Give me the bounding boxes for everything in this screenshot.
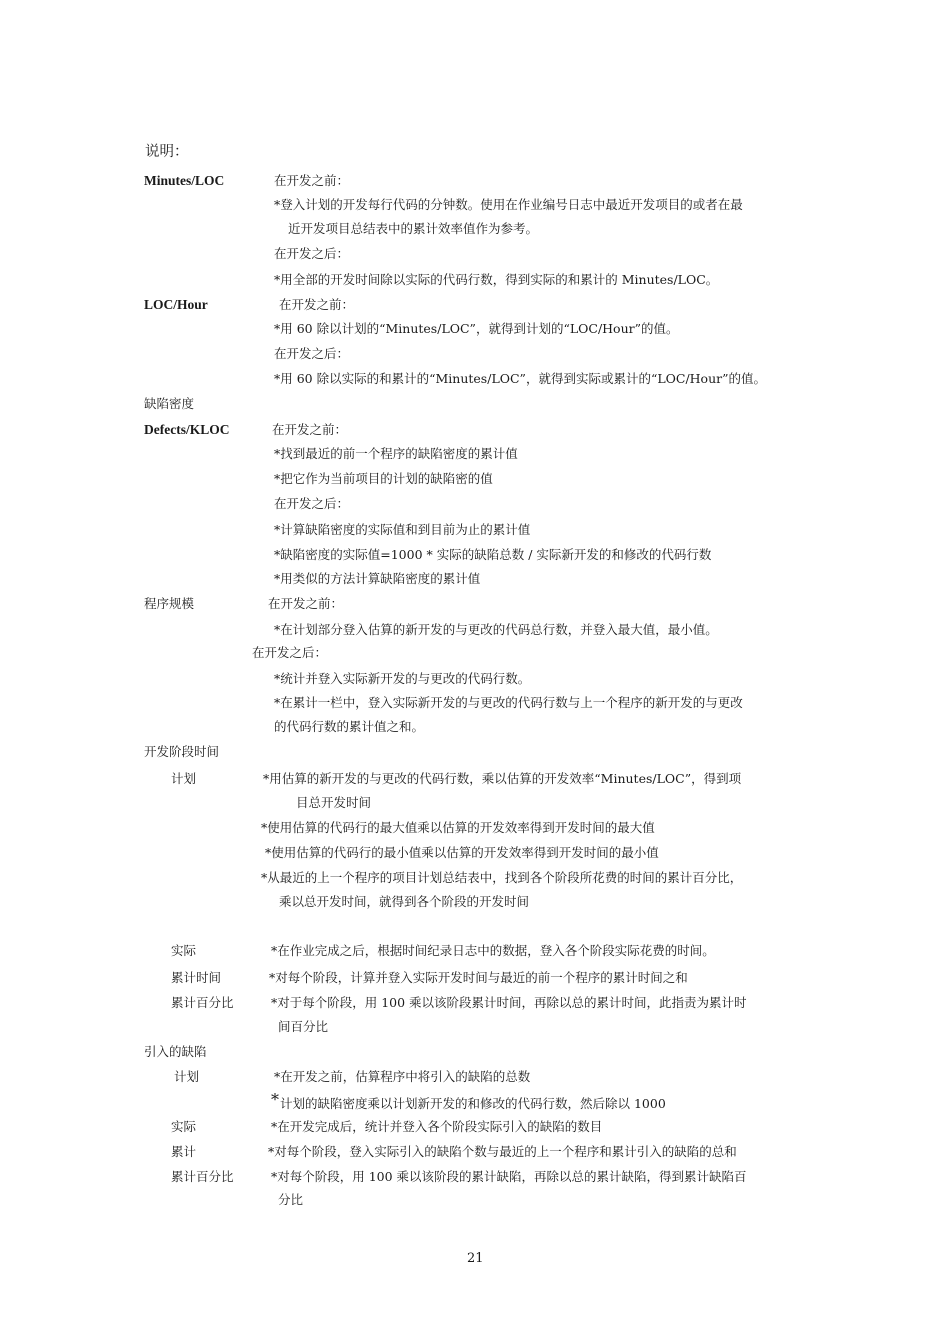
defect-density-line2: *把它作为当前项目的计划的缺陷密的值 [274,471,493,486]
dev-time-plan-line5: *从最近的上一个程序的项目计划总结表中，找到各个阶段所花费的时间的累计百分比， [261,870,743,885]
dev-time-plan-line1: *用估算的新开发的与更改的代码行数，乘以估算的开发效率“Minutes/LOC”，得到项 [263,771,742,786]
defect-density-line1: *找到最近的前一个程序的缺陷密度的累计值 [274,446,518,461]
dev-time-percent-line1: *对于每个阶段，用 100 乘以该阶段累计时间，再除以总的累计时间，此指责为累计时 [271,995,747,1010]
defect-density-after: 在开发之后： [274,496,350,511]
injected-cumulative-label: 累计 [171,1144,197,1159]
dev-time-percent-line2: 间百分比 [278,1019,329,1034]
section-heading-minutes-loc: Minutes/LOC [144,173,225,188]
program-size-line1: *在计划部分登入估算的新开发的与更改的代码总行数，并登入最大值，最小值。 [274,622,718,637]
injected-plan-line2-star: * [271,1090,279,1109]
section-heading-injected-defects: 引入的缺陷 [144,1044,207,1059]
defect-density-line3: *计算缺陷密度的实际值和到目前为止的累计值 [274,522,531,537]
defect-density-line5: *用类似的方法计算缺陷密度的累计值 [274,571,481,586]
minutes-loc-line2: 近开发项目总结表中的累计效率值作为参考。 [288,221,539,236]
injected-plan-line2: 计划的缺陷密度乘以计划新开发的和修改的代码行数，然后除以 1000 [280,1096,666,1111]
dev-time-plan-line2: 目总开发时间 [296,795,372,810]
program-size-line2: *统计并登入实际新开发的与更改的代码行数。 [274,671,531,686]
minutes-loc-line3: *用全部的开发时间除以实际的代码行数，得到实际的和累计的 Minutes/LOC。 [274,272,719,287]
program-size-line3: *在累计一栏中，登入实际新开发的与更改的代码行数与上一个程序的新开发的与更改 [274,695,743,710]
dev-time-plan-label: 计划 [171,771,197,786]
dev-time-plan-line3: *使用估算的代码行的最大值乘以估算的开发效率得到开发时间的最大值 [261,820,655,835]
dev-time-plan-line4: *使用估算的代码行的最小值乘以估算的开发效率得到开发时间的最小值 [265,845,659,860]
program-size-line4: 的代码行数的累计值之和。 [274,719,425,734]
injected-percent-label: 累计百分比 [171,1169,234,1184]
injected-plan-line1: *在开发之前，估算程序中将引入的缺陷的总数 [274,1069,531,1084]
loc-hour-line2: *用 60 除以实际的和累计的“Minutes/LOC”，就得到实际或累计的“LOC/Hour”的值。 [274,371,766,386]
dev-time-cumulative-line1: *对每个阶段，计算并登入实际开发时间与最近的前一个程序的累计时间之和 [269,970,688,985]
injected-plan-label: 计划 [174,1069,200,1084]
section-heading-loc-hour: LOC/Hour [144,297,208,312]
dev-time-actual-label: 实际 [171,943,197,958]
page-title: 说明： [145,144,189,160]
minutes-loc-after: 在开发之后： [274,246,350,261]
injected-actual-line1: *在开发完成后，统计并登入各个阶段实际引入的缺陷的数目 [271,1119,603,1134]
defects-kloc-heading: Defects/KLOC [144,422,230,437]
loc-hour-after: 在开发之后： [274,346,350,361]
loc-hour-before: 在开发之前： [279,297,355,312]
program-size-before: 在开发之前： [268,596,344,611]
section-heading-program-size: 程序规模 [144,596,195,611]
loc-hour-line1: *用 60 除以计划的“Minutes/LOC”，就得到计划的“LOC/Hour”的值。 [274,321,679,336]
dev-time-plan-line6: 乘以总开发时间，就得到各个阶段的开发时间 [279,894,530,909]
page-number: 21 [467,1251,484,1266]
injected-percent-line1: *对每个阶段，用 100 乘以该阶段的累计缺陷，再除以总的累计缺陷，得到累计缺陷百 [271,1169,747,1184]
minutes-loc-line1: *登入计划的开发每行代码的分钟数。使用在作业编号日志中最近开发项目的或者在最 [274,197,743,212]
defect-density-line4: *缺陷密度的实际值=1000 * 实际的缺陷总数 / 实际新开发的和修改的代码行数 [274,547,712,562]
program-size-after: 在开发之后： [252,645,328,660]
dev-time-actual-line1: *在作业完成之后，根据时间纪录日志中的数据，登入各个阶段实际花费的时间。 [271,943,715,958]
injected-actual-label: 实际 [171,1119,197,1134]
injected-cumulative-line1: *对每个阶段，登入实际引入的缺陷个数与最近的上一个程序和累计引入的缺陷的总和 [268,1144,737,1159]
dev-time-percent-label: 累计百分比 [171,995,234,1010]
minutes-loc-before: 在开发之前： [274,173,350,188]
dev-time-cumulative-label: 累计时间 [171,970,222,985]
section-heading-dev-phase-time: 开发阶段时间 [144,744,220,759]
section-heading-defect-density: 缺陷密度 [144,396,195,411]
injected-percent-line2: 分比 [278,1192,304,1207]
defect-density-before: 在开发之前： [272,422,348,437]
